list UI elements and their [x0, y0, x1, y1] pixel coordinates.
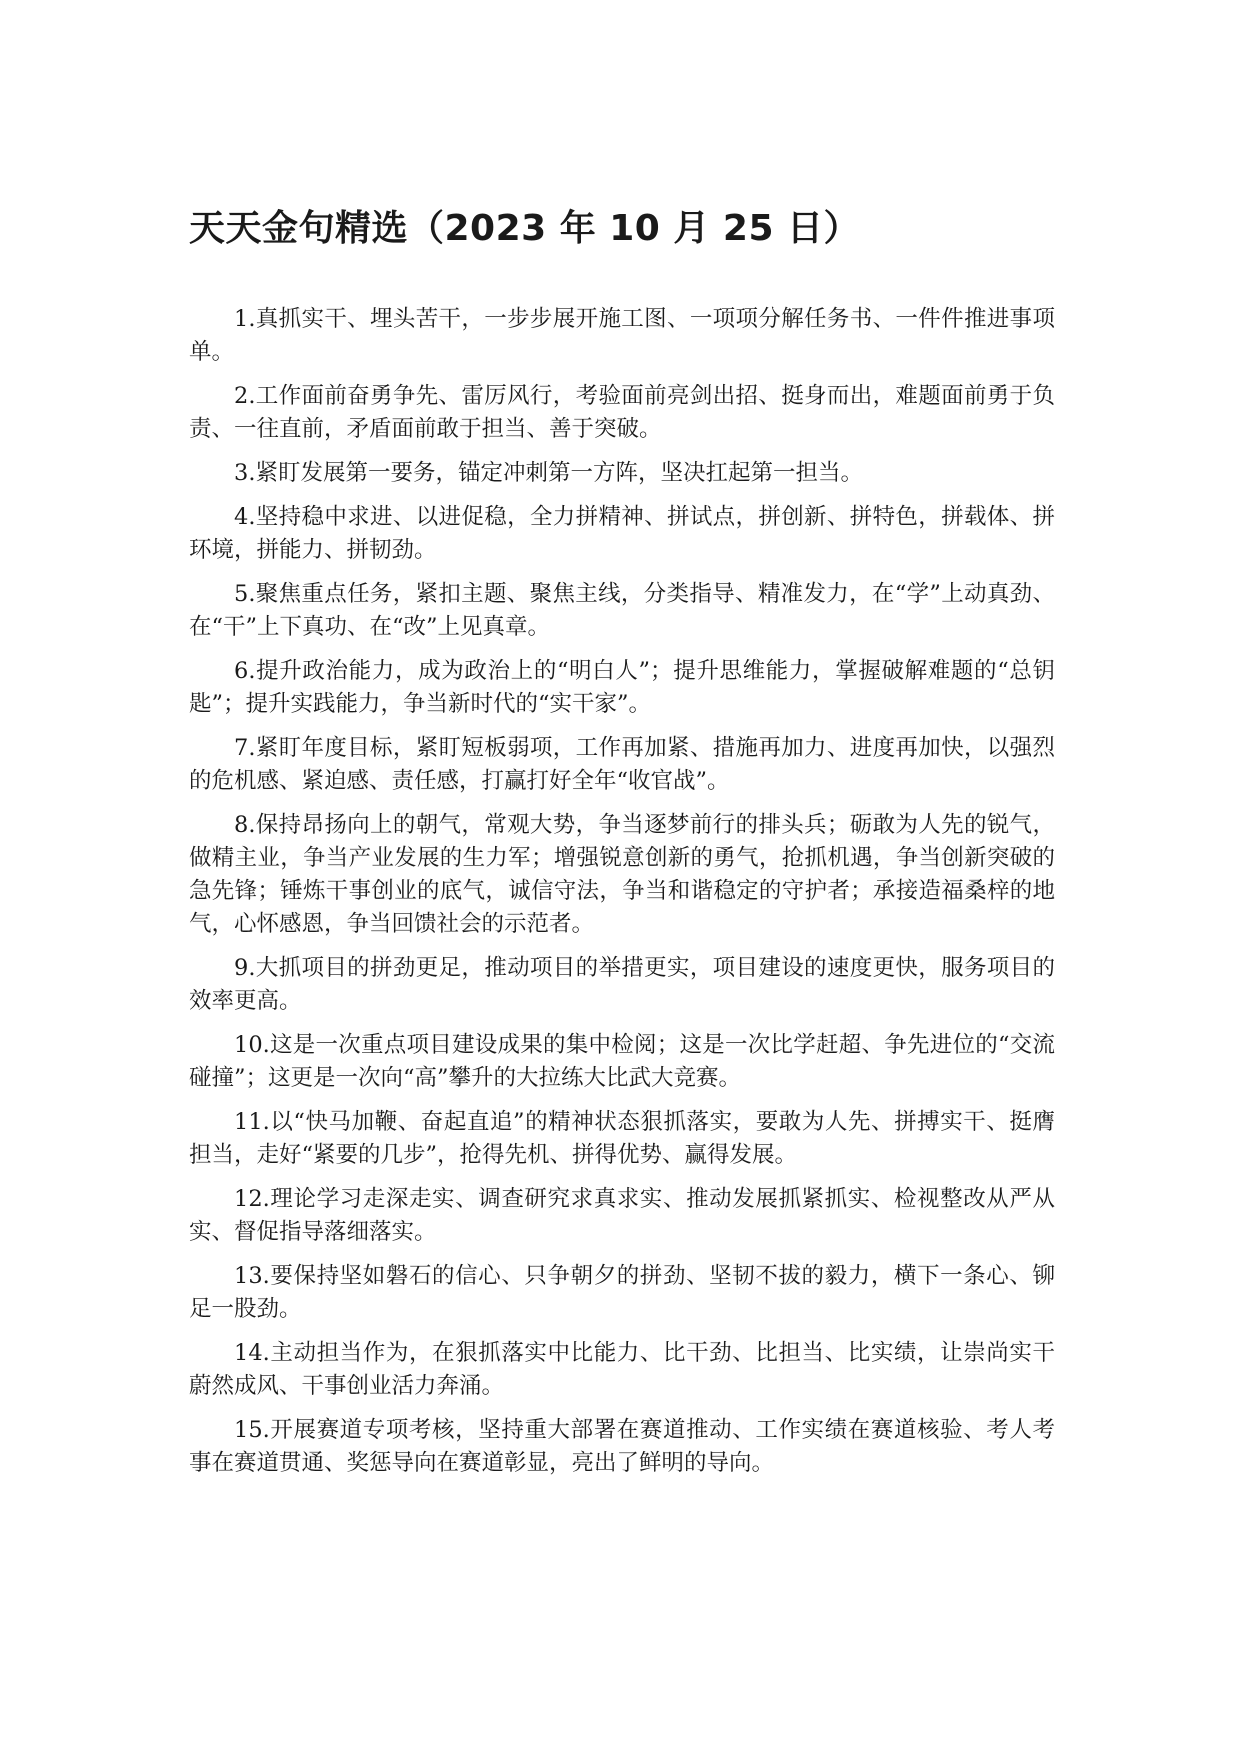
quote-paragraph-11: 11.以“快马加鞭、奋起直追”的精神状态狠抓落实，要敢为人先、拼搏实干、挺膺担当，走好“紧要的几步”，抢得先机、拼得优势、赢得发展。 — [189, 1109, 1055, 1168]
quote-paragraph-15: 15.开展赛道专项考核，坚持重大部署在赛道推动、工作实绩在赛道核验、考人考事在赛道贯通、奖惩导向在赛道彰显，亮出了鲜明的导向。 — [189, 1417, 1055, 1476]
quote-paragraph-2: 2.工作面前奋勇争先、雷厉风行，考验面前亮剑出招、挺身而出，难题面前勇于负责、一往直前，矛盾面前敢于担当、善于突破。 — [189, 383, 1055, 442]
quote-paragraph-1: 1.真抓实干、埋头苦干，一步步展开施工图、一项项分解任务书、一件件推进事项单。 — [189, 306, 1055, 365]
quote-paragraph-8: 8.保持昂扬向上的朝气，常观大势，争当逐梦前行的排头兵；砺敢为人先的锐气，做精主业，争当产业发展的生力军；增强锐意创新的勇气，抢抓机遇，争当创新突破的急先锋；锤炼干事创业的底气，诚信守法，争当和谐稳定的守护者；承接造福桑梓的地气，心怀感恩，争当回馈社会的示范者。 — [189, 812, 1055, 937]
quote-paragraph-7: 7.紧盯年度目标，紧盯短板弱项，工作再加紧、措施再加力、进度再加快，以强烈的危机感、紧迫感、责任感，打赢打好全年“收官战”。 — [189, 735, 1055, 794]
document-body — [189, 303, 1055, 1491]
quote-paragraph-12: 12.理论学习走深走实、调查研究求真求实、推动发展抓紧抓实、检视整改从严从实、督促指导落细落实。 — [189, 1186, 1055, 1245]
quote-paragraph-4: 4.坚持稳中求进、以进促稳，全力拼精神、拼试点，拼创新、拼特色，拼载体、拼环境，拼能力、拼韧劲。 — [189, 504, 1055, 563]
quote-paragraph-5: 5.聚焦重点任务，紧扣主题、聚焦主线，分类指导、精准发力，在“学”上动真劲、在“干”上下真功、在“改”上见真章。 — [189, 581, 1055, 640]
quote-paragraph-14: 14.主动担当作为，在狠抓落实中比能力、比干劲、比担当、比实绩，让崇尚实干蔚然成风、干事创业活力奔涌。 — [189, 1340, 1055, 1399]
quote-paragraph-10: 10.这是一次重点项目建设成果的集中检阅；这是一次比学赶超、争先进位的“交流碰撞”；这更是一次向“高”攀升的大拉练大比武大竞赛。 — [189, 1032, 1055, 1091]
quote-paragraph-9: 9.大抓项目的拼劲更足，推动项目的举措更实，项目建设的速度更快，服务项目的效率更高。 — [189, 955, 1055, 1014]
quote-paragraph-13: 13.要保持坚如磐石的信心、只争朝夕的拼劲、坚韧不拔的毅力，横下一条心、铆足一股劲。 — [189, 1263, 1055, 1322]
document-title: 天天金句精选（2023 年 10 月 25 日） — [189, 208, 861, 249]
quote-paragraph-3: 3.紧盯发展第一要务，锚定冲刺第一方阵，坚决扛起第一担当。 — [234, 460, 863, 486]
quote-paragraph-6: 6.提升政治能力，成为政治上的“明白人”；提升思维能力，掌握破解难题的“总钥匙”；提升实践能力，争当新时代的“实干家”。 — [189, 658, 1055, 717]
